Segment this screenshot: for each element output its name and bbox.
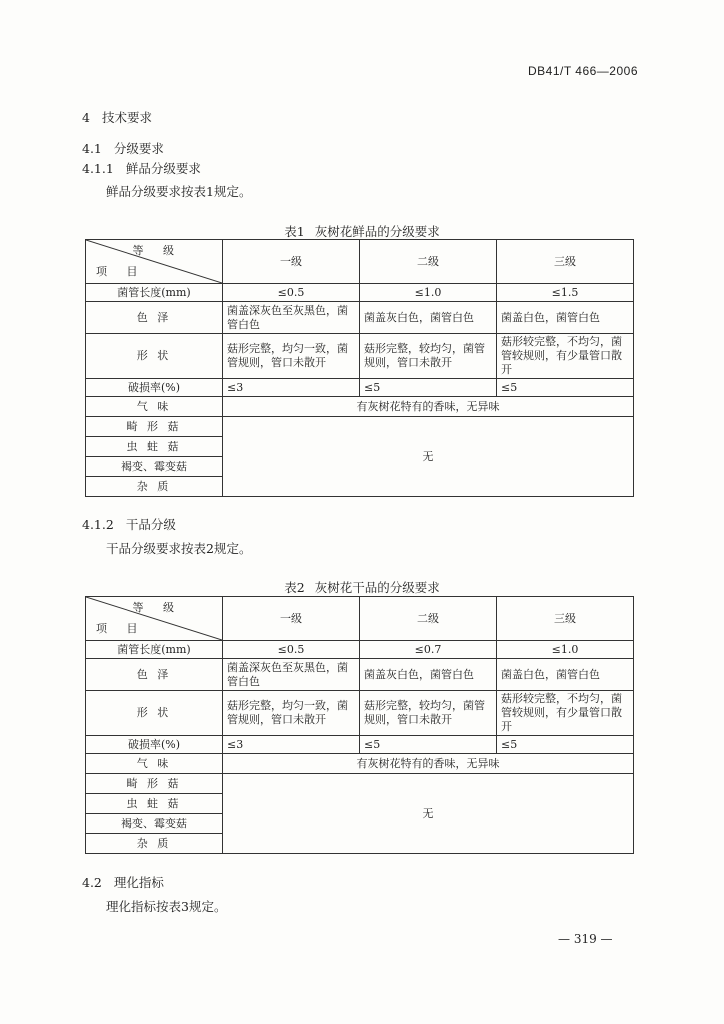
row-label: 畸 形 菇 (86, 774, 223, 794)
table-cell: 菌盖灰白色，菌管白色 (360, 659, 497, 691)
page-number: — 319 — (558, 932, 613, 946)
row-label: 菌管长度(mm) (86, 641, 223, 659)
table-cell: ≤0.7 (360, 641, 497, 659)
clause-title: 鲜品分级要求 (125, 161, 201, 176)
row-label: 气 味 (86, 754, 223, 774)
grade-header: 三级 (497, 597, 634, 641)
subsection-title: 分级要求 (113, 141, 164, 156)
grading-table-dried (85, 596, 634, 854)
subsection-number: 4.1 (82, 141, 102, 156)
table-row (86, 302, 634, 334)
row-label: 形 状 (86, 691, 223, 736)
row-label: 菌管长度(mm) (86, 284, 223, 302)
section-number: 4 (82, 110, 90, 125)
table-row (86, 334, 634, 379)
table-caption (0, 578, 724, 596)
table-cell: ≤1.0 (360, 284, 497, 302)
paragraph: 鲜品分级要求按表1规定。 (106, 184, 252, 199)
clause-number: 4.1.2 (82, 517, 114, 532)
table-cell: ≤5 (497, 736, 634, 754)
table-number: 表2 (284, 580, 305, 595)
table-cell: ≤3 (223, 736, 360, 754)
table-row (86, 379, 634, 397)
row-label: 虫 蛀 菇 (86, 437, 223, 457)
table-row (86, 397, 634, 417)
table-row (86, 754, 634, 774)
row-label: 形 状 (86, 334, 223, 379)
table-cell: 菇形完整，较均匀，菌管规则，管口未散开 (360, 691, 497, 736)
table-cell: ≤5 (360, 736, 497, 754)
row-label: 气 味 (86, 397, 223, 417)
table-row (86, 641, 634, 659)
table-cell: 有灰树花特有的香味，无异味 (223, 754, 634, 774)
table-title: 灰树花鲜品的分级要求 (314, 224, 440, 239)
merged-cell-none: 无 (223, 417, 634, 497)
section-heading (82, 112, 152, 125)
row-label: 色 泽 (86, 659, 223, 691)
grade-header: 二级 (360, 240, 497, 284)
row-label: 畸 形 菇 (86, 417, 223, 437)
paragraph: 理化指标按表3规定。 (106, 899, 227, 914)
table-cell: 菇形较完整，不均匀，菌管较规则，有少量管口散开 (497, 691, 634, 736)
row-label: 杂 质 (86, 477, 223, 497)
grade-header: 一级 (223, 240, 360, 284)
table-cell: ≤5 (360, 379, 497, 397)
subsection-title: 理化指标 (113, 875, 164, 890)
table-cell: ≤3 (223, 379, 360, 397)
row-label: 色 泽 (86, 302, 223, 334)
grade-header: 三级 (497, 240, 634, 284)
table-cell: 菌盖深灰色至灰黑色，菌管白色 (223, 302, 360, 334)
table-header-row (86, 597, 634, 641)
table-cell: 菇形完整，均匀一致，菌管规则，管口未散开 (223, 691, 360, 736)
section-title: 技术要求 (101, 110, 152, 125)
table-header-row (86, 240, 634, 284)
table-cell: ≤1.0 (497, 641, 634, 659)
table-cell: ≤0.5 (223, 641, 360, 659)
grade-header: 一级 (223, 597, 360, 641)
row-label: 褐变、霉变菇 (86, 814, 223, 834)
table-caption (0, 222, 724, 240)
grade-header: 二级 (360, 597, 497, 641)
table-row (86, 774, 634, 794)
table-row (86, 736, 634, 754)
merged-cell-none: 无 (223, 774, 634, 854)
row-label: 虫 蛀 菇 (86, 794, 223, 814)
grade-label: 等 级 (132, 601, 182, 614)
grading-table-fresh (85, 239, 634, 497)
table-cell: ≤1.5 (497, 284, 634, 302)
table-cell: ≤5 (497, 379, 634, 397)
table-cell: ≤0.5 (223, 284, 360, 302)
item-label: 项 目 (96, 622, 146, 635)
table-cell: 菇形完整，较均匀，菌管规则，管口未散开 (360, 334, 497, 379)
table-row (86, 691, 634, 736)
clause-number: 4.1.1 (82, 161, 114, 176)
table-cell: 菌盖白色，菌管白色 (497, 302, 634, 334)
standard-number: DB41/T 466—2006 (527, 64, 638, 78)
table-cell: 有灰树花特有的香味，无异味 (223, 397, 634, 417)
item-label: 项 目 (96, 265, 146, 278)
subsection-number: 4.2 (82, 875, 102, 890)
table-row (86, 659, 634, 691)
table-cell: 菇形完整，均匀一致，菌管规则，管口未散开 (223, 334, 360, 379)
table-cell: 菇形较完整，不均匀，菌管较规则，有少量管口散开 (497, 334, 634, 379)
diagonal-header-cell (86, 240, 223, 284)
row-label: 破损率(%) (86, 379, 223, 397)
clause-heading (82, 519, 176, 532)
table-title: 灰树花干品的分级要求 (314, 580, 440, 595)
paragraph: 干品分级要求按表2规定。 (106, 541, 252, 556)
row-label: 杂 质 (86, 834, 223, 854)
grade-label: 等 级 (132, 244, 182, 257)
table-cell: 菌盖深灰色至灰黑色，菌管白色 (223, 659, 360, 691)
row-label: 褐变、霉变菇 (86, 457, 223, 477)
clause-title: 干品分级 (125, 517, 176, 532)
subsection-heading (82, 143, 164, 156)
clause-heading (82, 163, 201, 176)
table-number: 表1 (284, 224, 305, 239)
row-label: 破损率(%) (86, 736, 223, 754)
diagonal-header-cell (86, 597, 223, 641)
table-row (86, 284, 634, 302)
table-row (86, 417, 634, 437)
table-cell: 菌盖灰白色，菌管白色 (360, 302, 497, 334)
subsection-heading (82, 877, 164, 890)
table-cell: 菌盖白色，菌管白色 (497, 659, 634, 691)
